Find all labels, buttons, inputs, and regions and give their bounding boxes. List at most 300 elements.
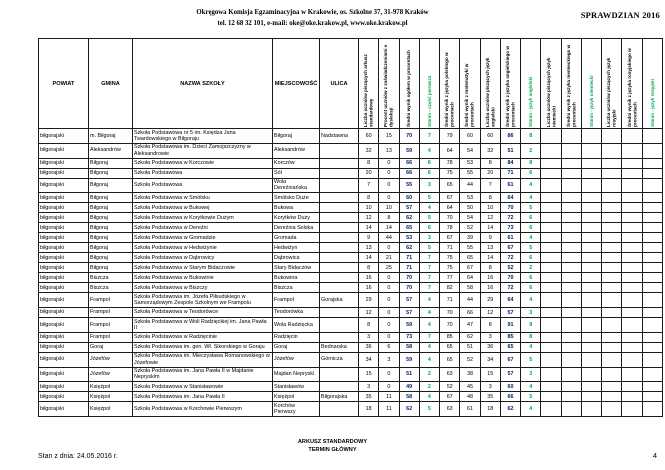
- value-cell: 70: [399, 273, 419, 283]
- school-name-cell: Szkoła Podstawowa w Radzięcinie: [133, 332, 273, 342]
- value-cell: 5: [521, 243, 541, 253]
- gmina-cell: Biłgoraj: [89, 203, 133, 213]
- value-cell: 6: [419, 223, 439, 233]
- value-cell: [622, 332, 642, 342]
- powiat-cell: biłgorajski: [39, 129, 89, 144]
- value-cell: [581, 253, 601, 263]
- rotated-header-label: Średni wynik z języka niemieckiego w procentach: [565, 44, 577, 127]
- value-cell: 16: [480, 273, 500, 283]
- table-row: [39, 308, 663, 318]
- value-cell: 4: [419, 293, 439, 308]
- miejscowosc-cell: Biłgoraj: [273, 129, 320, 144]
- rotated-header-label: Średni wynik z języka rosyjskiego w procentach: [626, 48, 638, 127]
- value-cell: [561, 143, 581, 158]
- powiat-cell: biłgorajski: [39, 158, 89, 168]
- value-cell: [642, 318, 662, 333]
- value-cell: 4: [419, 203, 439, 213]
- miejscowosc-cell: Józefów: [273, 352, 320, 367]
- value-cell: 16: [480, 283, 500, 293]
- value-cell: 60: [359, 129, 379, 144]
- rotated-header-label: Stanin - język angielski: [528, 76, 533, 127]
- value-cell: [642, 143, 662, 158]
- value-cell: 61: [500, 178, 520, 193]
- school-name-cell: Szkoła Podstawowa im. Dzieci Zamojszczyzny w Aleksandrowie: [133, 143, 273, 158]
- value-cell: [561, 253, 581, 263]
- ulica-cell: [320, 402, 359, 417]
- table-row: [39, 129, 663, 144]
- value-cell: 0: [379, 283, 399, 293]
- value-cell: 62: [460, 332, 480, 342]
- gmina-cell: Frampol: [89, 293, 133, 308]
- value-cell: [581, 293, 601, 308]
- school-name-cell: Szkoła Podstawowa w Korczowie: [133, 158, 273, 168]
- value-cell: 10: [379, 203, 399, 213]
- value-cell: [602, 129, 622, 144]
- value-cell: 61: [500, 233, 520, 243]
- value-cell: [642, 253, 662, 263]
- value-cell: 8: [521, 158, 541, 168]
- ulica-cell: Górnicza: [320, 352, 359, 367]
- value-cell: [642, 352, 662, 367]
- value-cell: [642, 168, 662, 178]
- value-cell: 0: [379, 168, 399, 178]
- value-cell: 14: [359, 253, 379, 263]
- rotated-header-label: Średni wynik z języka angielskiego w procentach: [504, 46, 516, 127]
- value-cell: [561, 402, 581, 417]
- value-cell: [581, 352, 601, 367]
- value-cell: 57: [500, 367, 520, 382]
- powiat-cell: biłgorajski: [39, 392, 89, 402]
- value-cell: [561, 382, 581, 392]
- value-cell: 82: [440, 283, 460, 293]
- value-cell: 6: [521, 253, 541, 263]
- school-name-cell: Szkoła Podstawowa im. gen. Wł. Sikorskiego w Goraju: [133, 342, 273, 352]
- gmina-cell: Frampol: [89, 308, 133, 318]
- value-cell: 62: [399, 243, 419, 253]
- value-cell: 0: [379, 273, 399, 283]
- value-cell: [581, 308, 601, 318]
- value-cell: 70: [440, 213, 460, 223]
- table-row: [39, 243, 663, 253]
- table-row: [39, 318, 663, 333]
- column-header-numeric-9: [521, 39, 541, 129]
- value-cell: 2: [521, 263, 541, 273]
- value-cell: 65: [440, 342, 460, 352]
- table-row: [39, 233, 663, 243]
- value-cell: 0: [379, 193, 399, 203]
- value-cell: [541, 318, 561, 333]
- value-cell: 36: [359, 342, 379, 352]
- value-cell: [541, 352, 561, 367]
- ulica-cell: [320, 213, 359, 223]
- value-cell: 60: [480, 129, 500, 144]
- value-cell: 57: [500, 308, 520, 318]
- value-cell: 6: [379, 342, 399, 352]
- value-cell: [602, 263, 622, 273]
- value-cell: 5: [419, 243, 439, 253]
- powiat-cell: biłgorajski: [39, 382, 89, 392]
- value-cell: [561, 342, 581, 352]
- value-cell: [561, 318, 581, 333]
- value-cell: [541, 178, 561, 193]
- value-cell: 4: [521, 193, 541, 203]
- value-cell: 64: [500, 293, 520, 308]
- rotated-header-label: Procent uczniów z zaświadczeniami o dysleksji: [383, 44, 394, 127]
- value-cell: 36: [480, 342, 500, 352]
- powiat-cell: biłgorajski: [39, 352, 89, 367]
- school-name-cell: Szkoła Podstawowa w Korchowie Pierwszym: [133, 402, 273, 417]
- value-cell: 12: [480, 213, 500, 223]
- value-cell: 8: [521, 332, 541, 342]
- value-cell: 29: [359, 293, 379, 308]
- value-cell: 5: [419, 213, 439, 223]
- value-cell: 8: [480, 318, 500, 333]
- ulica-cell: [320, 158, 359, 168]
- powiat-cell: biłgorajski: [39, 263, 89, 273]
- value-cell: 70: [500, 273, 520, 283]
- miejscowosc-cell: Korytków Duży: [273, 213, 320, 223]
- rotated-header-label: Liczba uczniów piszących język angielski: [484, 57, 496, 127]
- school-name-cell: Szkoła Podstawowa w Dąbrowicy: [133, 253, 273, 263]
- column-header-gmina: GMINA: [89, 39, 133, 129]
- ulica-cell: Nadstawna: [320, 129, 359, 144]
- value-cell: [561, 293, 581, 308]
- value-cell: 2: [419, 367, 439, 382]
- value-cell: 8: [379, 213, 399, 223]
- school-name-cell: Szkoła Podstawowa w Gromadzie: [133, 233, 273, 243]
- value-cell: [541, 253, 561, 263]
- school-name-cell: Szkoła Podstawowa: [133, 168, 273, 178]
- value-cell: [602, 223, 622, 233]
- value-cell: 77: [440, 273, 460, 283]
- table-row: [39, 263, 663, 273]
- value-cell: 3: [521, 367, 541, 382]
- value-cell: 34: [480, 352, 500, 367]
- value-cell: 72: [500, 253, 520, 263]
- value-cell: 13: [379, 143, 399, 158]
- value-cell: 86: [500, 129, 520, 144]
- value-cell: 20: [359, 168, 379, 178]
- value-cell: 5: [521, 352, 541, 367]
- gmina-cell: Księżpol: [89, 402, 133, 417]
- value-cell: 7: [419, 263, 439, 273]
- value-cell: [541, 243, 561, 253]
- value-cell: [622, 203, 642, 213]
- value-cell: 8: [480, 263, 500, 273]
- value-cell: 0: [379, 318, 399, 333]
- value-cell: 65: [399, 223, 419, 233]
- value-cell: [561, 233, 581, 243]
- value-cell: 34: [359, 352, 379, 367]
- value-cell: [541, 263, 561, 273]
- value-cell: [642, 158, 662, 168]
- value-cell: [581, 203, 601, 213]
- value-cell: 12: [359, 213, 379, 223]
- value-cell: [622, 213, 642, 223]
- miejscowosc-cell: Gromada: [273, 233, 320, 243]
- value-cell: [581, 129, 601, 144]
- value-cell: 66: [500, 392, 520, 402]
- value-cell: [642, 233, 662, 243]
- value-cell: 44: [460, 178, 480, 193]
- school-name-cell: Szkoła Podstawowa w Woli Radzięckiej im. Jana Pawła II: [133, 318, 273, 333]
- value-cell: 0: [379, 158, 399, 168]
- rotated-header-label: Stanin - język niemiecki: [588, 75, 594, 127]
- ulica-cell: [320, 283, 359, 293]
- value-cell: [602, 352, 622, 367]
- value-cell: 75: [440, 253, 460, 263]
- value-cell: 57: [399, 308, 419, 318]
- value-cell: [622, 283, 642, 293]
- value-cell: [602, 392, 622, 402]
- value-cell: [581, 332, 601, 342]
- value-cell: 9: [480, 233, 500, 243]
- table-row: [39, 293, 663, 308]
- value-cell: [541, 168, 561, 178]
- gmina-cell: Biłgoraj: [89, 263, 133, 273]
- value-cell: [561, 283, 581, 293]
- value-cell: 52: [460, 352, 480, 367]
- ulica-cell: Bednarska: [320, 342, 359, 352]
- school-name-cell: Szkoła Podstawowa im. Jana Pawła II w Majdanie Nepryskim: [133, 367, 273, 382]
- value-cell: 72: [500, 283, 520, 293]
- value-cell: 7: [480, 178, 500, 193]
- value-cell: 6: [521, 273, 541, 283]
- value-cell: [602, 243, 622, 253]
- powiat-cell: biłgorajski: [39, 178, 89, 193]
- column-header-numeric-1: [359, 39, 379, 129]
- value-cell: [642, 263, 662, 273]
- gmina-cell: Biłgoraj: [89, 168, 133, 178]
- value-cell: 84: [500, 158, 520, 168]
- table-row: [39, 283, 663, 293]
- school-name-cell: Szkoła Podstawowa w Smólsku: [133, 193, 273, 203]
- powiat-cell: biłgorajski: [39, 308, 89, 318]
- miejscowosc-cell: Księżpol: [273, 392, 320, 402]
- value-cell: [622, 352, 642, 367]
- value-cell: 71: [440, 243, 460, 253]
- gmina-cell: Biłgoraj: [89, 233, 133, 243]
- powiat-cell: biłgorajski: [39, 213, 89, 223]
- value-cell: 3: [359, 382, 379, 392]
- powiat-cell: biłgorajski: [39, 233, 89, 243]
- value-cell: 0: [379, 382, 399, 392]
- miejscowosc-cell: Smólsko Duże: [273, 193, 320, 203]
- value-cell: 58: [460, 283, 480, 293]
- value-cell: 9: [521, 318, 541, 333]
- value-cell: 3: [480, 332, 500, 342]
- value-cell: [602, 402, 622, 417]
- value-cell: 11: [379, 402, 399, 417]
- value-cell: [642, 203, 662, 213]
- value-cell: [642, 223, 662, 233]
- ulica-cell: [320, 382, 359, 392]
- value-cell: 78: [440, 158, 460, 168]
- value-cell: [561, 273, 581, 283]
- value-cell: 2: [419, 382, 439, 392]
- value-cell: [642, 178, 662, 193]
- value-cell: [561, 308, 581, 318]
- value-cell: 70: [440, 308, 460, 318]
- value-cell: [561, 392, 581, 402]
- value-cell: [602, 273, 622, 283]
- table-row: [39, 382, 663, 392]
- table-row: [39, 253, 663, 263]
- value-cell: 10: [480, 203, 500, 213]
- value-cell: [602, 308, 622, 318]
- value-cell: [642, 367, 662, 382]
- value-cell: 20: [480, 168, 500, 178]
- powiat-cell: biłgorajski: [39, 293, 89, 308]
- gmina-cell: Biłgoraj: [89, 178, 133, 193]
- value-cell: [602, 293, 622, 308]
- value-cell: [622, 263, 642, 273]
- value-cell: [602, 203, 622, 213]
- miejscowosc-cell: Majdan Nepryski: [273, 367, 320, 382]
- school-name-cell: Szkoła Podstawowa w Bukowinie: [133, 273, 273, 283]
- value-cell: 8: [359, 318, 379, 333]
- value-cell: 9: [359, 233, 379, 243]
- column-header-numeric-11: [561, 39, 581, 129]
- value-cell: [622, 223, 642, 233]
- value-cell: 4: [521, 402, 541, 417]
- org-contact-line: tel. 12 68 32 101, e-mail: oke@oke.krakow.pl, www.oke.krakow.pl: [217, 19, 408, 27]
- school-name-cell: Szkoła Podstawowa im. Jana Pawła II: [133, 392, 273, 402]
- value-cell: 8: [359, 263, 379, 273]
- value-cell: 72: [500, 213, 520, 223]
- value-cell: [581, 283, 601, 293]
- value-cell: 60: [399, 193, 419, 203]
- value-cell: 16: [359, 273, 379, 283]
- value-cell: [622, 168, 642, 178]
- school-name-cell: Szkoła Podstawowa w Teodorówce: [133, 308, 273, 318]
- gmina-cell: Biłgoraj: [89, 253, 133, 263]
- value-cell: 52: [440, 382, 460, 392]
- value-cell: [561, 168, 581, 178]
- value-cell: 15: [359, 367, 379, 382]
- value-cell: 70: [440, 318, 460, 333]
- value-cell: 4: [419, 318, 439, 333]
- value-cell: 51: [399, 367, 419, 382]
- miejscowosc-cell: Hedwiżyn: [273, 243, 320, 253]
- value-cell: 3: [379, 352, 399, 367]
- value-cell: 3: [419, 178, 439, 193]
- table-header-row: [39, 39, 663, 129]
- table-row: [39, 367, 663, 382]
- column-header-numeric-7: [480, 39, 500, 129]
- value-cell: 55: [399, 178, 419, 193]
- value-cell: [602, 193, 622, 203]
- footer-sheet-info: [0, 438, 665, 454]
- value-cell: 11: [379, 392, 399, 402]
- rotated-header-label: Liczba uczniów piszących język niemiecki: [545, 57, 557, 127]
- value-cell: 50: [460, 203, 480, 213]
- value-cell: 64: [500, 193, 520, 203]
- value-cell: [561, 203, 581, 213]
- value-cell: 67: [460, 263, 480, 273]
- value-cell: 3: [419, 233, 439, 243]
- powiat-cell: biłgorajski: [39, 283, 89, 293]
- exam-title: SPRAWDZIAN 2016: [580, 10, 660, 20]
- school-name-cell: Szkoła Podstawowa w Stanisławowie: [133, 382, 273, 392]
- value-cell: 8: [480, 158, 500, 168]
- value-cell: 3: [521, 308, 541, 318]
- value-cell: 6: [521, 213, 541, 223]
- value-cell: [541, 382, 561, 392]
- column-header-numeric-6: [460, 39, 480, 129]
- value-cell: 64: [440, 203, 460, 213]
- ulica-cell: [320, 178, 359, 193]
- gmina-cell: Biszcza: [89, 283, 133, 293]
- miejscowosc-cell: Aleksandrów: [273, 143, 320, 158]
- school-name-cell: Szkoła Podstawowa: [133, 178, 273, 193]
- powiat-cell: biłgorajski: [39, 342, 89, 352]
- value-cell: [581, 178, 601, 193]
- value-cell: [541, 308, 561, 318]
- value-cell: 67: [440, 233, 460, 243]
- value-cell: [622, 158, 642, 168]
- value-cell: 0: [379, 293, 399, 308]
- rotated-header-label: Średni wynik ogółem w procentach: [406, 50, 412, 127]
- value-cell: [642, 402, 662, 417]
- value-cell: 53: [460, 193, 480, 203]
- value-cell: [581, 193, 601, 203]
- value-cell: 67: [440, 392, 460, 402]
- value-cell: 6: [419, 158, 439, 168]
- value-cell: 55: [460, 243, 480, 253]
- value-cell: 13: [480, 243, 500, 253]
- column-header-numeric-8: [500, 39, 520, 129]
- value-cell: 32: [359, 143, 379, 158]
- value-cell: [561, 367, 581, 382]
- value-cell: [561, 223, 581, 233]
- gmina-cell: Frampol: [89, 318, 133, 333]
- value-cell: 54: [460, 143, 480, 158]
- powiat-cell: biłgorajski: [39, 332, 89, 342]
- value-cell: 35: [480, 392, 500, 402]
- value-cell: 18: [480, 402, 500, 417]
- value-cell: [602, 332, 622, 342]
- value-cell: [602, 158, 622, 168]
- value-cell: 13: [359, 243, 379, 253]
- powiat-cell: biłgorajski: [39, 273, 89, 283]
- column-header-numeric-5: [440, 39, 460, 129]
- miejscowosc-cell: Bukowina: [273, 273, 320, 283]
- value-cell: [622, 253, 642, 263]
- value-cell: [561, 213, 581, 223]
- value-cell: [622, 178, 642, 193]
- ulica-cell: Gorajska: [320, 293, 359, 308]
- value-cell: 4: [419, 143, 439, 158]
- gmina-cell: Księżpol: [89, 392, 133, 402]
- value-cell: 70: [500, 203, 520, 213]
- value-cell: 15: [480, 367, 500, 382]
- value-cell: 62: [399, 213, 419, 223]
- value-cell: [581, 392, 601, 402]
- miejscowosc-cell: Sól: [273, 168, 320, 178]
- value-cell: 61: [460, 402, 480, 417]
- value-cell: 12: [359, 308, 379, 318]
- value-cell: 59: [399, 318, 419, 333]
- value-cell: 63: [440, 402, 460, 417]
- value-cell: [602, 168, 622, 178]
- value-cell: 5: [419, 402, 439, 417]
- table-row: [39, 158, 663, 168]
- value-cell: 91: [500, 318, 520, 333]
- ulica-cell: [320, 143, 359, 158]
- value-cell: 0: [379, 332, 399, 342]
- value-cell: 67: [500, 243, 520, 253]
